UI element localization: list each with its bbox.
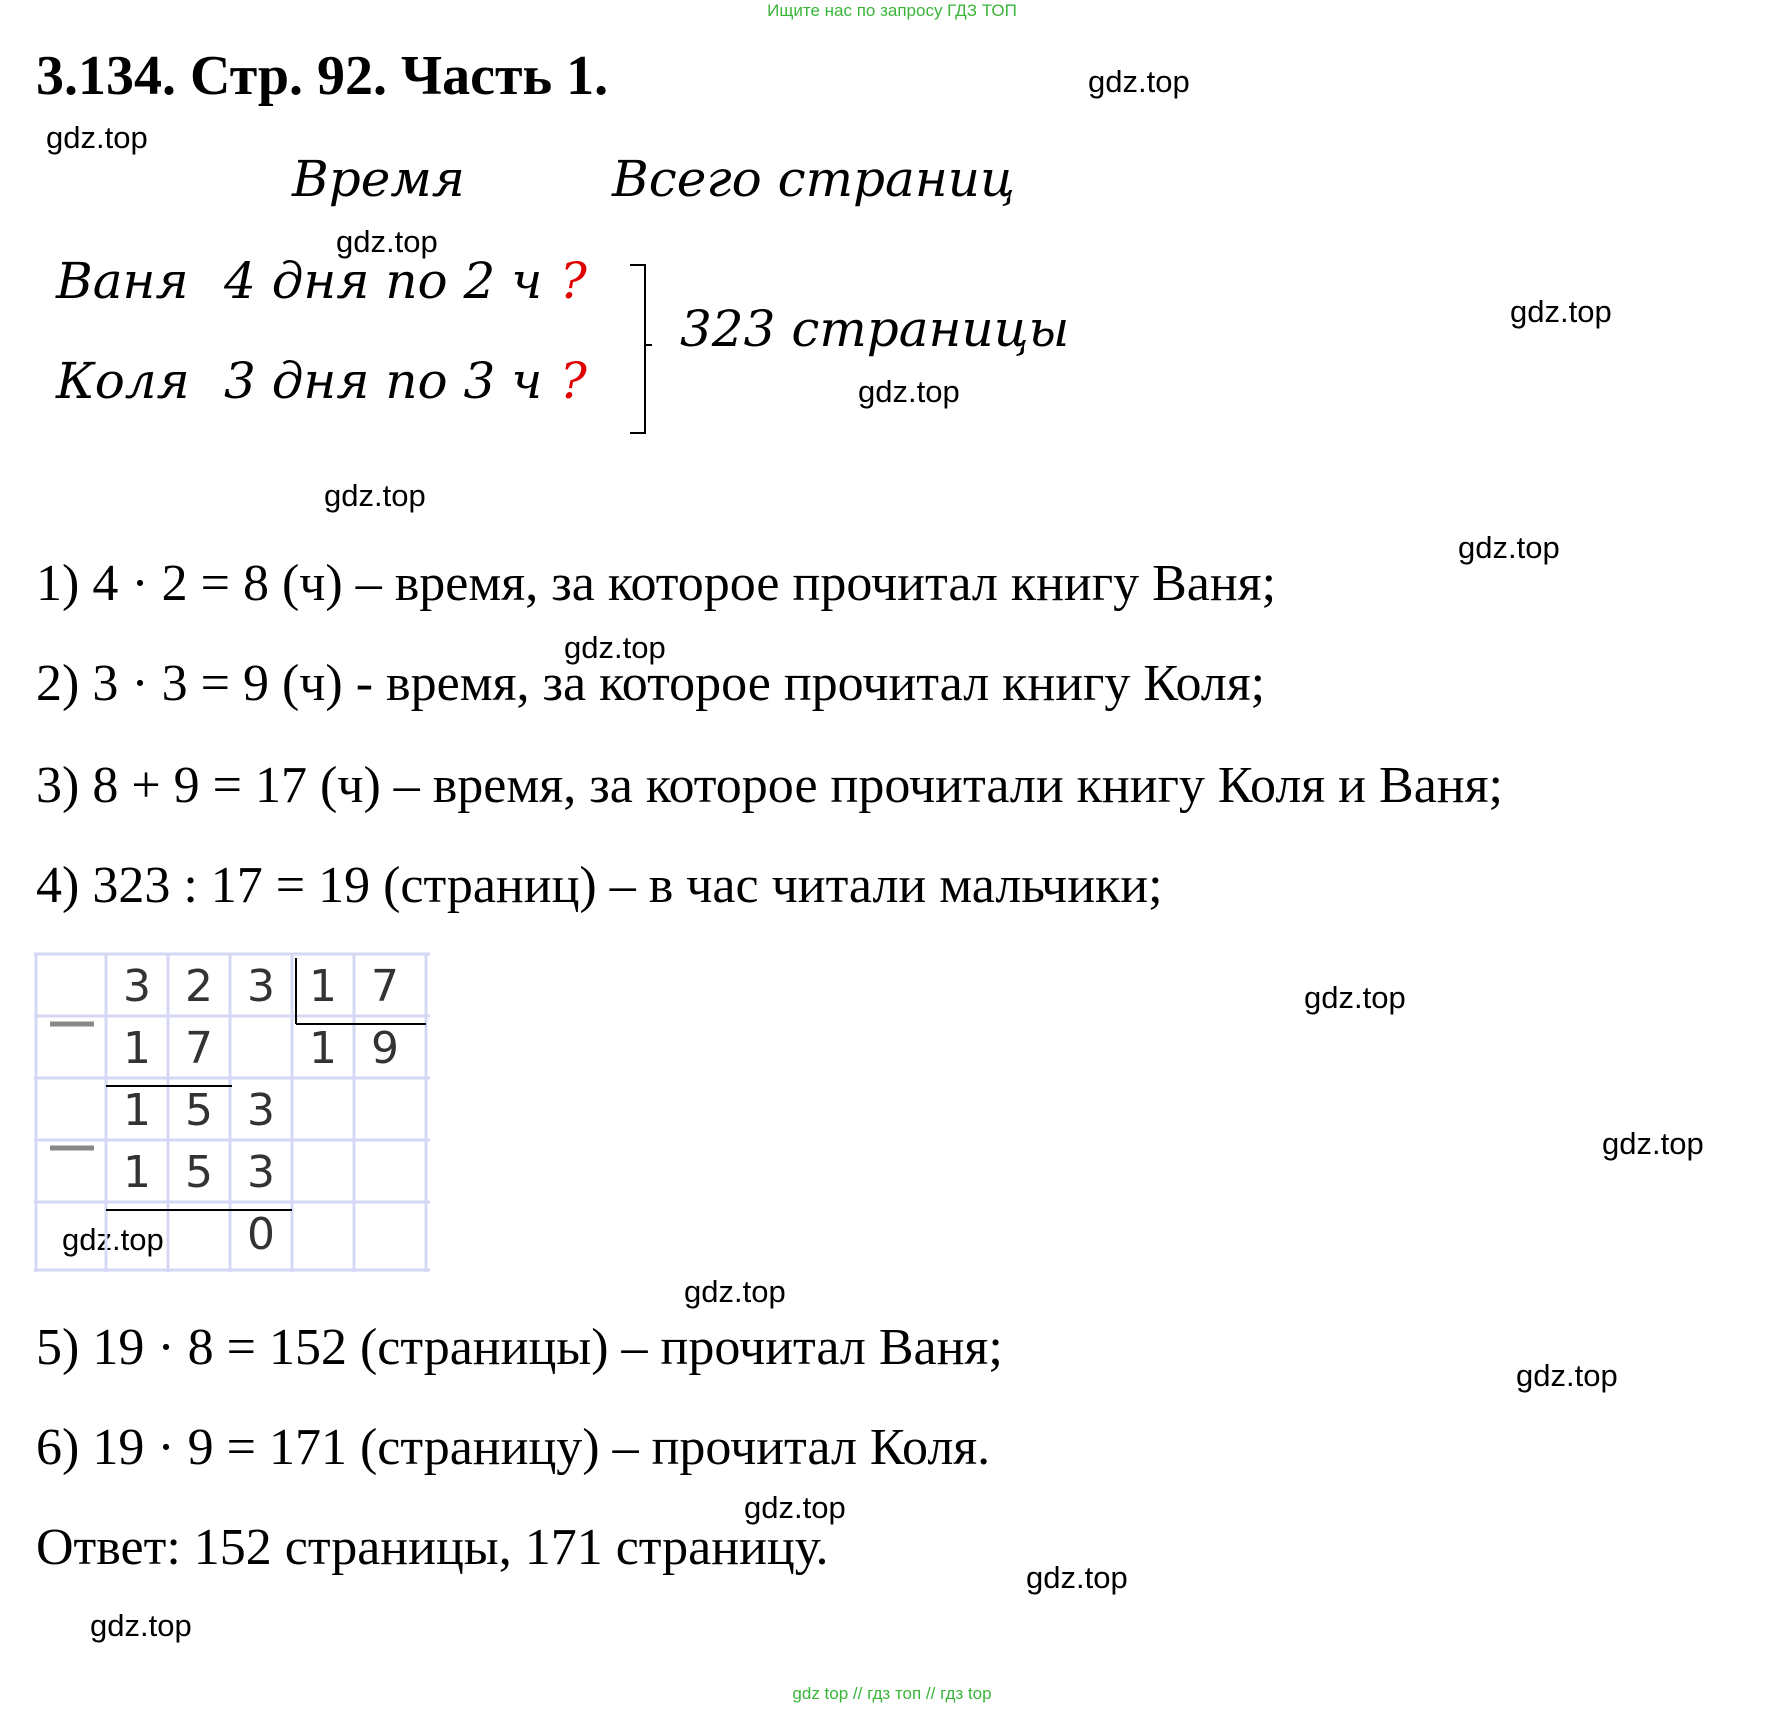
digit-cell: 0 xyxy=(247,1209,275,1260)
digit-cell: 3 xyxy=(247,1085,275,1136)
watermark: gdz.top xyxy=(684,1274,786,1309)
digit-cell: 7 xyxy=(371,961,399,1012)
header-time: Время xyxy=(292,150,465,208)
solution-step: 6) 19 · 9 = 171 (страницу) – прочитал Коля. xyxy=(36,1419,991,1476)
top-banner[interactable]: Ищите нас по запросу ГДЗ ТОП xyxy=(767,1,1017,20)
digit-cell: 3 xyxy=(247,1147,275,1198)
solution-step: 4) 323 : 17 = 19 (страниц) – в час читали мальчики; xyxy=(36,857,1163,914)
right-brace-tip xyxy=(644,344,652,346)
digit-cell: 5 xyxy=(185,1147,213,1198)
digit-cell: 1 xyxy=(123,1085,151,1136)
total-pages: 323 страницы xyxy=(680,300,1070,358)
right-brace xyxy=(630,264,646,434)
watermark: gdz.top xyxy=(324,478,426,513)
page-title: 3.134. Стр. 92. Часть 1. xyxy=(36,45,609,107)
row-detail-vanya: 4 дня по 2 ч xyxy=(224,252,543,310)
row-name-kolya: Коля xyxy=(56,352,190,410)
digit-cell: 3 xyxy=(123,961,151,1012)
solution-step: 1) 4 · 2 = 8 (ч) – время, за которое прочитал книгу Ваня; xyxy=(36,555,1277,612)
digit-cell: 7 xyxy=(185,1023,213,1074)
digit-cell: 3 xyxy=(247,961,275,1012)
footer-links[interactable]: gdz top // гдз топ // гдз top xyxy=(792,1684,992,1703)
watermark: gdz.top xyxy=(744,1490,846,1525)
long-division xyxy=(34,952,432,1274)
watermark: gdz.top xyxy=(46,120,148,155)
digit-cell: 9 xyxy=(371,1023,399,1074)
watermark: gdz.top xyxy=(1458,530,1560,565)
watermark: gdz.top xyxy=(1026,1560,1128,1595)
digit-cell: 1 xyxy=(309,961,337,1012)
digit-cell: 2 xyxy=(185,961,213,1012)
digit-cell: 1 xyxy=(123,1147,151,1198)
watermark: gdz.top xyxy=(564,630,666,665)
solution-step: 3) 8 + 9 = 17 (ч) – время, за которое прочитали книгу Коля и Ваня; xyxy=(36,757,1503,814)
row-detail-kolya: 3 дня по 3 ч xyxy=(224,352,543,410)
question-mark: ? xyxy=(560,352,587,410)
row-name-vanya: Ваня xyxy=(56,252,189,310)
digit-cell: 1 xyxy=(309,1023,337,1074)
watermark: gdz.top xyxy=(90,1608,192,1643)
digit-cell: 1 xyxy=(123,1023,151,1074)
watermark: gdz.top xyxy=(1516,1358,1618,1393)
solution-step: 2) 3 · 3 = 9 (ч) - время, за которое прочитал книгу Коля; xyxy=(36,655,1266,712)
answer: Ответ: 152 страницы, 171 страницу. xyxy=(36,1519,829,1576)
watermark: gdz.top xyxy=(336,224,438,259)
watermark: gdz.top xyxy=(1510,294,1612,329)
solution-step: 5) 19 · 8 = 152 (страницы) – прочитал Ваня; xyxy=(36,1319,1003,1376)
watermark: gdz.top xyxy=(1088,64,1190,99)
watermark: gdz.top xyxy=(1304,980,1406,1015)
watermark: gdz.top xyxy=(62,1222,164,1257)
watermark: gdz.top xyxy=(1602,1126,1704,1161)
header-total-pages: Всего страниц xyxy=(612,150,1015,208)
digit-cell: 5 xyxy=(185,1085,213,1136)
question-mark: ? xyxy=(560,252,587,310)
watermark: gdz.top xyxy=(858,374,960,409)
